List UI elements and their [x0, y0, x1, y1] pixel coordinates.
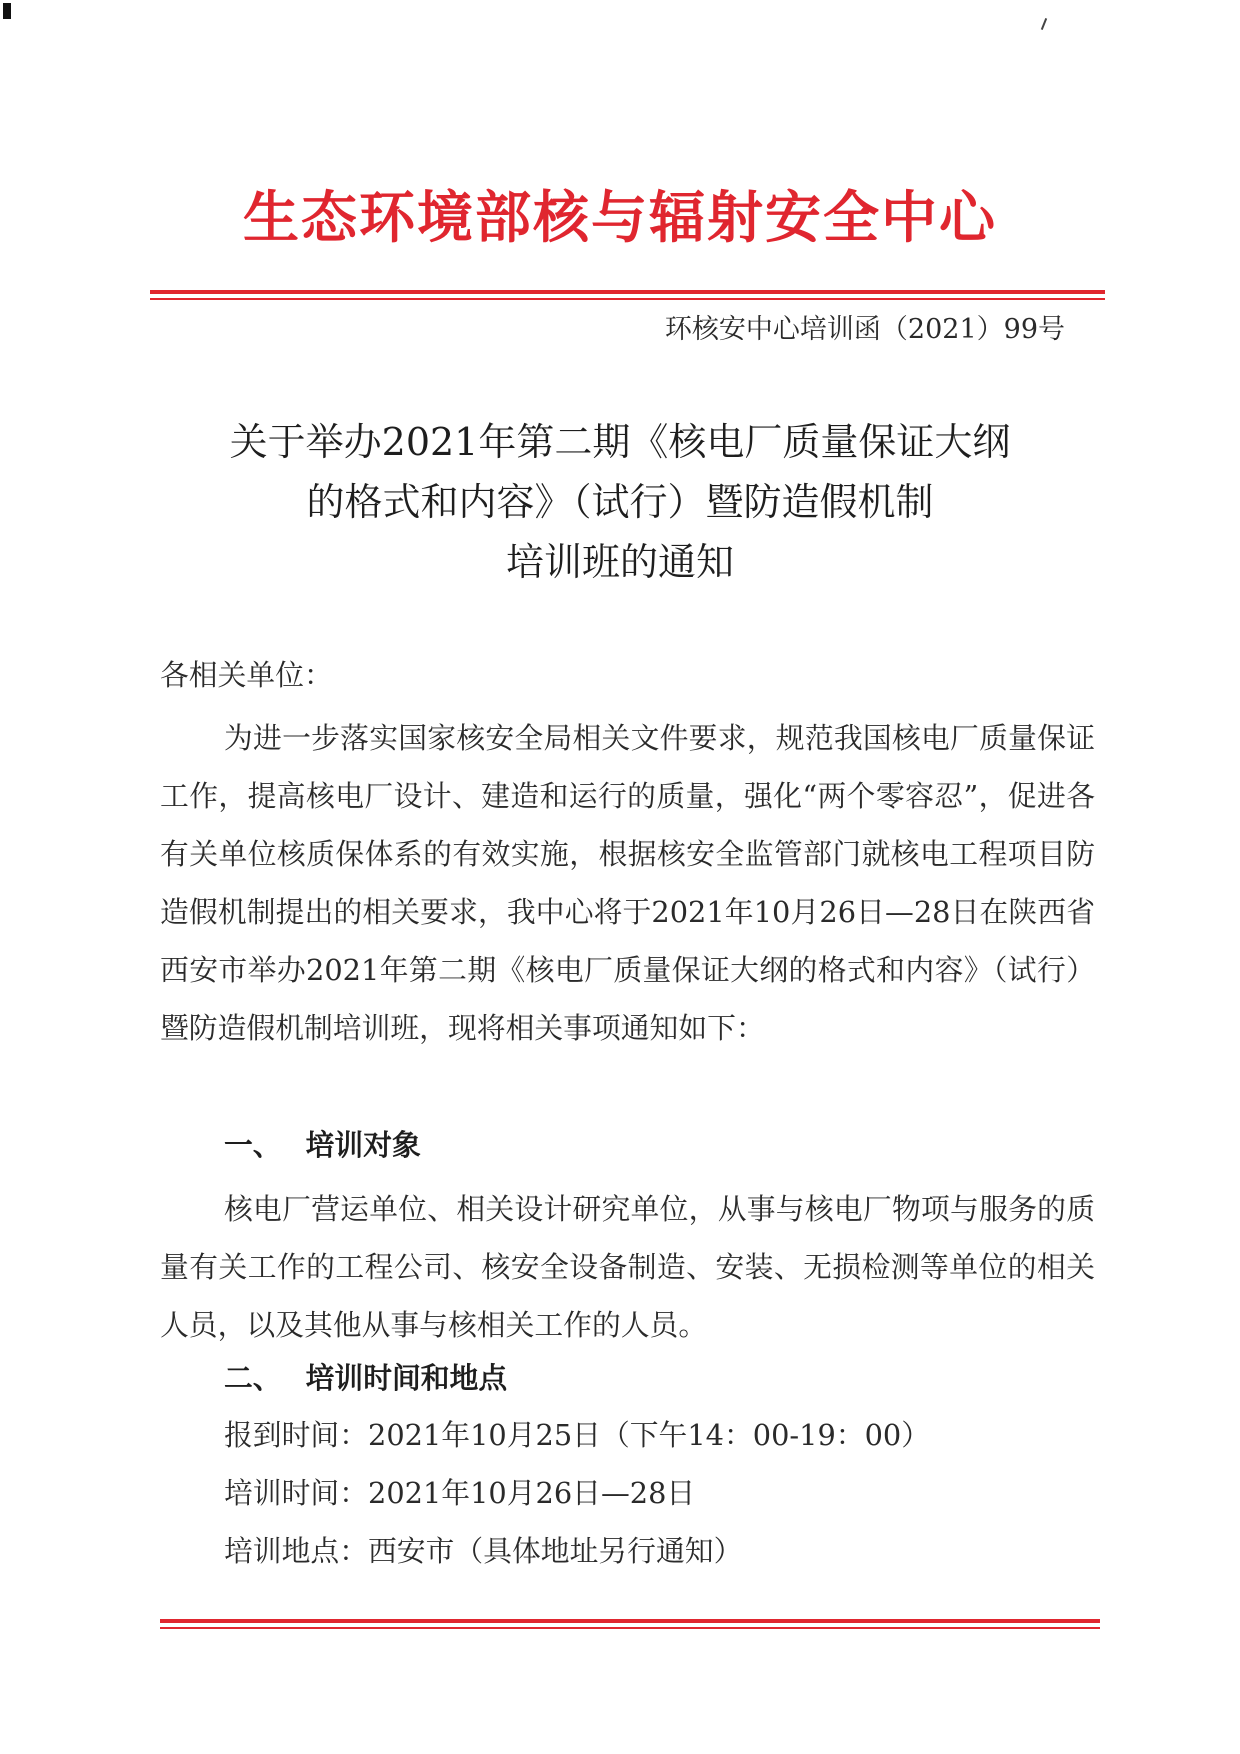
section-heading-time-place	[224, 1358, 507, 1398]
intro-paragraph: 为进一步落实国家核安全局相关文件要求，规范我国核电厂质量保证工作，提高核电厂设计、建造和运行的质量，强化“两个零容忍”，促进各有关单位核质保体系的有效实施，根据核安全监管部门就核电工程项目防造假机制提出的相关要求，我中心将于2021年10月26日—28日在陕西省西安市举办2021年第二期《核电厂质量保证大纲的格式和内容》（试行）暨防造假机制培训班，现将相关事项通知如下：	[160, 721, 1095, 1045]
scan-edge-mark	[3, 3, 11, 19]
detail-label: 培训时间：	[224, 1476, 368, 1510]
title-line-3: 培训班的通知	[505, 540, 734, 584]
pen-mark	[1041, 18, 1047, 30]
detail-value: 西安市（具体地址另行通知）	[368, 1534, 743, 1568]
title-line-1: 关于举办2021年第二期《核电厂质量保证大纲	[229, 420, 1011, 464]
section-number: 一、	[224, 1128, 282, 1162]
salutation: 各相关单位：	[160, 658, 333, 692]
section-heading-text: 培训时间和地点	[305, 1361, 508, 1395]
detail-training-time	[224, 1473, 695, 1513]
detail-registration-time	[224, 1415, 930, 1455]
footer-rule-thin	[160, 1627, 1100, 1629]
section-heading-text: 培训对象	[305, 1128, 421, 1162]
detail-label: 培训地点：	[224, 1534, 368, 1568]
footer-rule-thick	[160, 1619, 1100, 1623]
header-rule-thick	[150, 290, 1105, 294]
document-title	[0, 412, 1240, 592]
header-rule-thin	[150, 298, 1105, 300]
detail-value: 2021年10月26日—28日	[368, 1476, 696, 1510]
section-heading-trainees	[224, 1125, 421, 1165]
organization-header: 生态环境部核与辐射安全中心	[243, 185, 997, 251]
detail-label: 报到时间：	[224, 1418, 368, 1452]
detail-training-location	[224, 1531, 742, 1571]
document-number: 环核安中心培训函（2021）99号	[664, 314, 1065, 345]
title-line-2: 的格式和内容》（试行）暨防造假机制	[306, 480, 934, 524]
trainees-paragraph: 核电厂营运单位、相关设计研究单位，从事与核电厂物项与服务的质量有关工作的工程公司、核安全设备制造、安装、无损检测等单位的相关人员，以及其他从事与核相关工作的人员。	[160, 1192, 1095, 1342]
detail-value: 2021年10月25日（下午14：00-19：00）	[368, 1418, 931, 1452]
section-number: 二、	[224, 1361, 282, 1395]
